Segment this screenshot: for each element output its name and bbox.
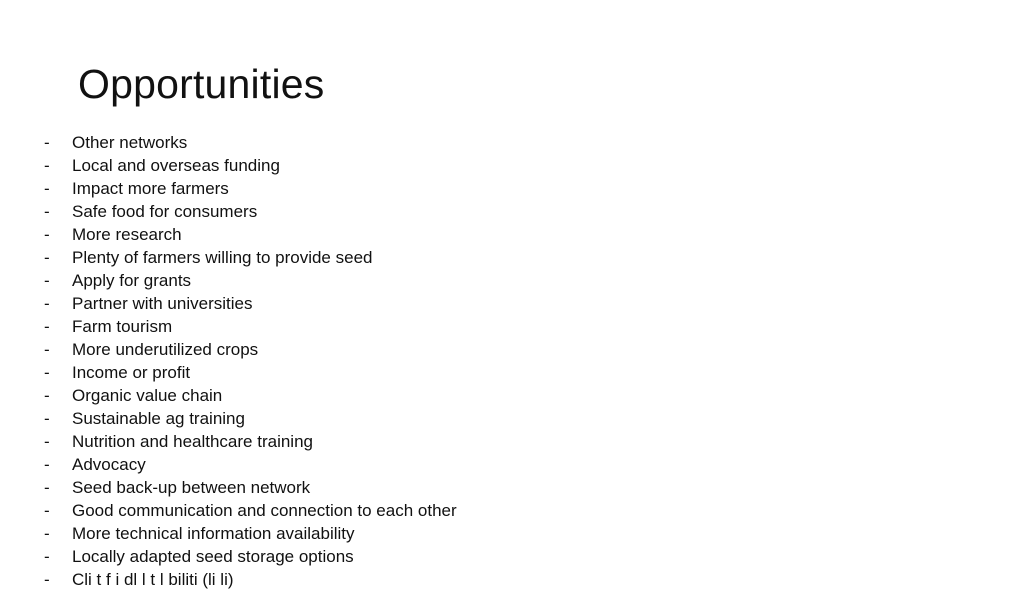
list-item-text: More technical information availability (72, 524, 355, 543)
list-item-text: Other networks (72, 133, 188, 152)
bullet-dash: - (44, 340, 50, 359)
bullet-dash: - (44, 156, 50, 175)
list-item (44, 499, 457, 522)
list-item-text: Seed back-up between network (72, 478, 311, 497)
bullet-dash: - (44, 478, 50, 497)
list-item (44, 522, 457, 545)
list-item (44, 292, 457, 315)
bullet-dash: - (44, 179, 50, 198)
list-item (44, 476, 457, 499)
bullet-dash: - (44, 570, 50, 589)
list-item (44, 223, 457, 246)
bullet-dash: - (44, 524, 50, 543)
list-item (44, 269, 457, 292)
slide-title: Opportunities (78, 61, 325, 107)
list-item-text: Locally adapted seed storage options (72, 547, 354, 566)
list-item (44, 453, 457, 476)
bullet-dash: - (44, 271, 50, 290)
list-item-text: Plenty of farmers willing to provide seed (72, 248, 373, 267)
list-item (44, 338, 457, 361)
list-item-text: Local and overseas funding (72, 156, 280, 175)
list-item-text: Safe food for consumers (72, 202, 258, 221)
bullet-dash: - (44, 547, 50, 566)
bullet-dash: - (44, 225, 50, 244)
list-item-text: Impact more farmers (72, 179, 229, 198)
bullet-dash: - (44, 501, 50, 520)
list-item (44, 154, 457, 177)
list-item (44, 430, 457, 453)
bullet-dash: - (44, 432, 50, 451)
opportunities-list (44, 131, 457, 591)
list-item (44, 315, 457, 338)
list-item-text: Cli t f i dl l t l biliti (li li) (72, 570, 234, 589)
list-item-text: Apply for grants (72, 271, 192, 290)
bullet-dash: - (44, 248, 50, 267)
list-item-text: Good communication and connection to each other (72, 501, 457, 520)
list-item-text: More research (72, 225, 182, 244)
bullet-dash: - (44, 294, 50, 313)
list-item (44, 177, 457, 200)
bullet-dash: - (44, 455, 50, 474)
bullet-dash: - (44, 133, 50, 152)
bullet-dash: - (44, 363, 50, 382)
list-item-text: More underutilized crops (72, 340, 259, 359)
list-item (44, 384, 457, 407)
list-item (44, 361, 457, 384)
list-item (44, 545, 457, 568)
list-item (44, 200, 457, 223)
list-item-text: Partner with universities (72, 294, 253, 313)
list-item-text: Income or profit (72, 363, 191, 382)
list-item (44, 131, 457, 154)
list-item (44, 407, 457, 430)
list-item-text: Organic value chain (72, 386, 223, 405)
list-item-text: Sustainable ag training (72, 409, 245, 428)
list-item-text: Advocacy (72, 455, 146, 474)
bullet-dash: - (44, 409, 50, 428)
bullet-dash: - (44, 202, 50, 221)
list-item (44, 246, 457, 269)
bullet-dash: - (44, 386, 50, 405)
bullet-dash: - (44, 317, 50, 336)
list-item (44, 568, 457, 591)
list-item-text: Farm tourism (72, 317, 173, 336)
list-item-text: Nutrition and healthcare training (72, 432, 313, 451)
